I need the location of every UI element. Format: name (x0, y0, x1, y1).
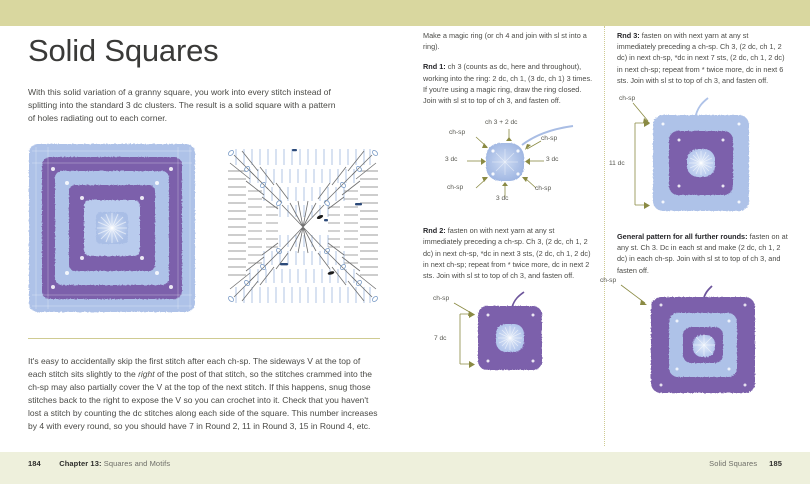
stitch-symbol-chart (224, 145, 382, 311)
middle-column (423, 30, 595, 376)
magic-ring-paragraph: Make a magic ring (or ch 4 and join with sl st into a ring). (423, 31, 587, 52)
rnd1-paragraph (423, 61, 595, 106)
footer-right (709, 459, 782, 468)
rnd2-motif-illustration (423, 290, 595, 376)
column-dotted-divider (604, 26, 605, 446)
rnd2-label-chsp: ch-sp (433, 295, 450, 303)
rnd1-label-chsp-bottomleft: ch-sp (447, 184, 464, 192)
tip-text-part1: It's easy to accidentally skip the first stitch after each ch-sp. The sideways V at the top of each stitch sits slightly to the (28, 355, 361, 379)
general-label-chsp: ch-sp (600, 276, 617, 284)
rnd1-label-chsp-topleft: ch-sp (449, 129, 466, 137)
page-footer (0, 452, 810, 484)
top-color-band (0, 0, 810, 26)
rnd2-paragraph (423, 225, 595, 281)
page-title: Solid Squares (28, 33, 219, 68)
rnd1-label-chsp-topright: ch-sp (541, 135, 558, 143)
rnd1-label-3dc-right: 3 dc (546, 156, 559, 164)
rnd2-text: fasten on with next yarn at any st immediately preceding a ch-sp. Ch 3, (2 dc, ch 1, 2 dc) in next ch-sp, *dc in next 3 sts, (2 dc, ch 1, 2 dc) in next ch-sp; repeat from * twice more, dc in next 2 sts. Join with sl st to top of ch 3, and fasten off. (423, 226, 591, 281)
general-figure (600, 276, 789, 395)
rnd1-label-3dc-left: 3 dc (445, 156, 458, 164)
rnd1-label-3dc-bottom: 3 dc (496, 195, 509, 203)
rnd3-figure (609, 95, 789, 223)
section-divider-rule (28, 338, 380, 339)
rnd3-motif-illustration (617, 95, 789, 223)
rnd2-label: Rnd 2: (423, 226, 446, 236)
left-column (28, 34, 380, 126)
general-pattern-label: General pattern for all further rounds: (617, 232, 748, 242)
tip-paragraph (28, 355, 380, 434)
rnd1-text: ch 3 (counts as dc, here and throughout), working into the ring: 2 dc, ch 1, (3 dc, ch 1) 3 times. If you're using a magic ring, draw the ring closed. Join with sl st to top of ch 3, and fasten off. (423, 62, 593, 106)
rnd1-label-chsp-bottomright: ch-sp (535, 185, 552, 193)
general-pattern-text: fasten on at any st. Ch 3. Dc in each st and make (2 dc, ch 1, 2 dc) in each ch-sp. Join with sl st to top of ch 3, and fasten off. (617, 232, 788, 275)
rnd2-figure (423, 290, 595, 376)
rnd1-label: Rnd 1: (423, 62, 446, 72)
footer-chapter-label: Chapter 13: (59, 459, 102, 468)
rnd1-label-ch3-2dc: ch 3 + 2 dc (485, 119, 518, 127)
rnd3-label-11dc: 11 dc (609, 160, 625, 168)
rnd2-label-7dc: 7 dc (434, 335, 447, 343)
footer-left (28, 459, 170, 468)
tip-text-part2: of the post of that stitch, so the stitches crammed into the ch-sp may also partially cover the V at the top of the next stitch. If this happens, snug those stitches back to the right to expose the V so you can crochet into it. Check that you haven't lost a stitch by counting the dc stitches along each side of the square. This number increases by 4 with every round, so you should have 7 in Round 2, 11 in Round 3, 15 in Round 4, etc. (28, 368, 378, 431)
footer-chapter-title: Squares and Motifs (101, 459, 171, 468)
right-column (600, 30, 789, 395)
rnd3-label: Rnd 3: (617, 31, 640, 40)
main-swatch-photo (28, 143, 196, 313)
left-figures (28, 143, 380, 321)
general-pattern-paragraph (617, 231, 789, 276)
intro-paragraph: With this solid variation of a granny square, you work into every stitch instead of splitting into the standard 3 dc clusters. The result is a solid square with a pattern of holes radiating out to each corner. (28, 87, 336, 124)
footer-section-title: Solid Squares (709, 459, 758, 468)
rnd3-label-chsp: ch-sp (619, 95, 636, 103)
general-motif-illustration (617, 285, 789, 395)
tip-emphasis: right (138, 368, 155, 379)
rnd3-text: fasten on with next yarn at any st immediately preceding a ch-sp. Ch 3, (2 dc, ch 1, 2 dc) in next ch-sp, *dc in next 7 sts, (2 dc, ch 1, 2 dc) in next ch-sp; repeat from * twice more, dc in next 6 sts. Join with sl st to top of ch 3, and fasten off. (617, 31, 785, 85)
footer-page-number-left: 184 (28, 459, 41, 468)
rnd3-paragraph (617, 30, 789, 86)
rnd1-figure (423, 115, 595, 211)
footer-page-number-right: 185 (769, 459, 782, 468)
